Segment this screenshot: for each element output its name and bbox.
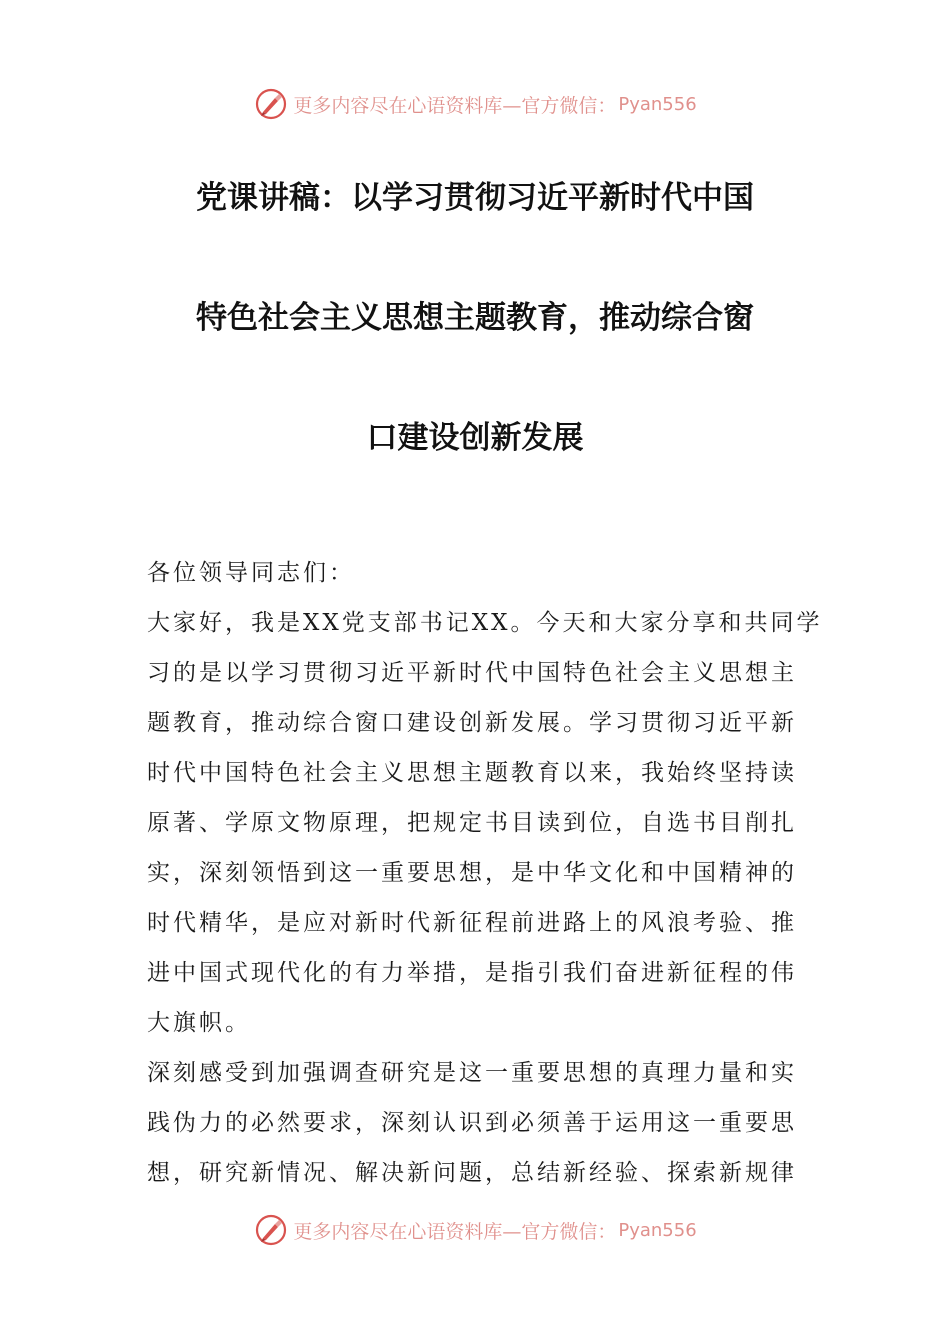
body-line: 进中国式现代化的有力举措，是指引我们奋进新征程的伟 <box>147 960 797 986</box>
pen-logo-icon <box>253 86 289 122</box>
wechat-id: Pyan556 <box>618 1219 697 1241</box>
body-line: 原著、学原文物原理，把规定书目读到位，自选书目削扎 <box>147 810 797 836</box>
body-line: 时代精华，是应对新时代新征程前进路上的风浪考验、推 <box>147 910 797 936</box>
body-line: 各位领导同志们： <box>147 560 355 586</box>
title-line-1: 党课讲稿：以学习贯彻习近平新时代中国 <box>196 180 754 216</box>
body-line: 践伪力的必然要求，深刻认识到必须善于运用这一重要思 <box>147 1110 797 1136</box>
title-line-2: 特色社会主义思想主题教育，推动综合窗 <box>196 300 754 336</box>
body-line: 习的是以学习贯彻习近平新时代中国特色社会主义思想主 <box>147 660 797 686</box>
body-line: 时代中国特色社会主义思想主题教育以来，我始终坚持读 <box>147 760 797 786</box>
header-watermark <box>0 84 950 124</box>
body-line: 深刻感受到加强调查研究是这一重要思想的真理力量和实 <box>147 1060 797 1086</box>
body-line: 大家好，我是XX党支部书记XX。今天和大家分享和共同学 <box>147 610 823 636</box>
footer-watermark <box>0 1210 950 1250</box>
wechat-id: Pyan556 <box>618 93 697 115</box>
body-line: 想，研究新情况、解决新问题，总结新经验、探索新规律 <box>147 1160 797 1186</box>
body-line: 大旗帜。 <box>147 1010 251 1036</box>
title-line-3: 口建设创新发展 <box>366 420 584 456</box>
watermark-text: 更多内容尽在心语资料库—官方微信： <box>293 94 617 117</box>
body-line: 实，深刻领悟到这一重要思想，是中华文化和中国精神的 <box>147 860 797 886</box>
speech-body <box>147 548 823 1198</box>
pen-logo-icon <box>253 1212 289 1248</box>
body-line: 题教育，推动综合窗口建设创新发展。学习贯彻习近平新 <box>147 710 797 736</box>
watermark-text: 更多内容尽在心语资料库—官方微信： <box>293 1220 617 1243</box>
